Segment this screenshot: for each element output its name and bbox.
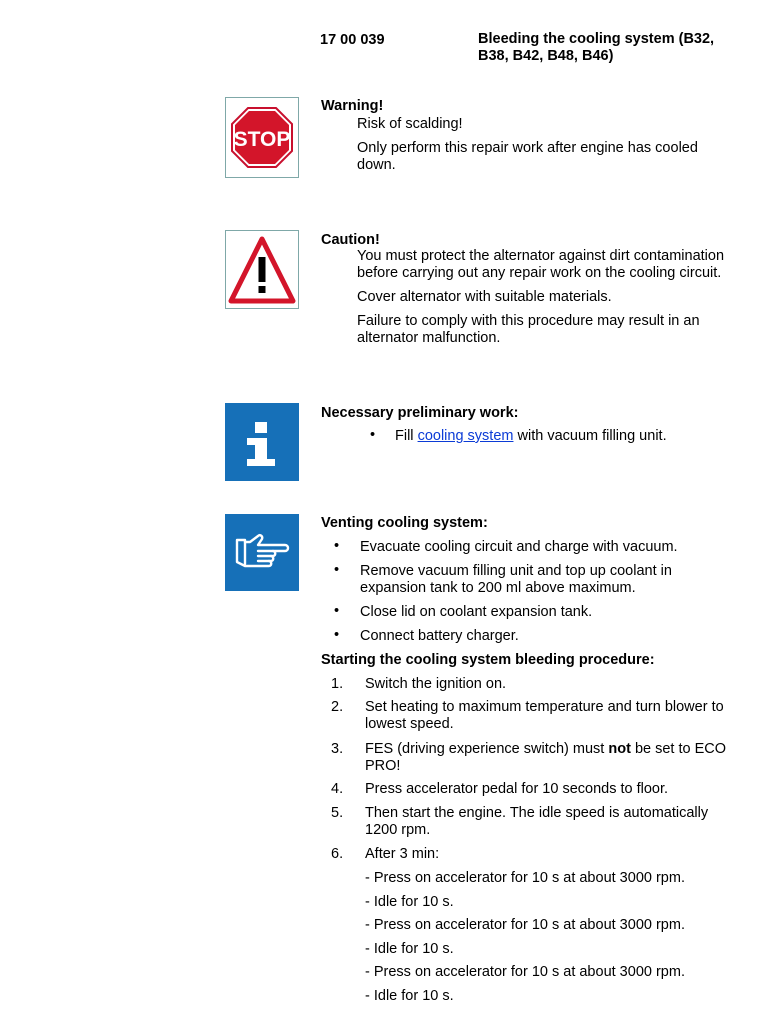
step-number: 6.	[331, 846, 344, 862]
step-text: Set heating to maximum temperature and turn blower to lowest speed.	[365, 699, 724, 732]
caution-line: Failure to comply with this procedure may result in an alternator malfunction.	[357, 313, 700, 346]
step-text: Press accelerator pedal for 10 seconds to floor.	[365, 781, 669, 797]
venting-item: Close lid on coolant expansion tank.	[360, 604, 593, 620]
step-number: 1.	[331, 676, 344, 692]
information-icon	[225, 403, 299, 481]
step-text: After 3 min:	[365, 846, 440, 862]
step-number: 3.	[331, 741, 344, 757]
warning-heading: Warning!	[321, 98, 384, 114]
substep-text: - Idle for 10 s.	[365, 941, 454, 957]
step-text-before: FES (driving experience switch) must	[365, 741, 605, 757]
document-number: 17 00 039	[320, 32, 385, 48]
bullet-icon: •	[334, 562, 340, 578]
document-title: Bleeding the cooling system (B32, B38, B42, B48, B46)	[478, 31, 715, 64]
stop-sign-icon	[225, 97, 299, 178]
step-text: Switch the ignition on.	[365, 676, 507, 692]
bullet-icon: •	[334, 603, 340, 619]
bullet-icon: •	[334, 538, 340, 554]
pointing-hand-icon	[225, 514, 299, 591]
preliminary-item-suffix: with vacuum filling unit.	[517, 428, 667, 444]
substep-text: - Idle for 10 s.	[365, 988, 454, 1004]
caution-triangle-icon	[225, 230, 299, 309]
caution-line: You must protect the alternator against dirt contamination before carrying out any repair work on the cooling circuit.	[357, 248, 725, 281]
step-text-after: be set to ECO PRO!	[365, 741, 727, 774]
bullet-icon: •	[370, 427, 376, 443]
caution-line: Cover alternator with suitable materials.	[357, 289, 612, 305]
step-number: 2.	[331, 699, 344, 715]
preliminary-item	[395, 428, 667, 444]
warning-line: Only perform this repair work after engine has cooled down.	[357, 140, 698, 173]
substep-text: - Press on accelerator for 10 s at about 3000 rpm.	[365, 870, 685, 886]
warning-line: Risk of scalding!	[357, 116, 463, 132]
bullet-icon: •	[334, 627, 340, 643]
preliminary-heading: Necessary preliminary work:	[321, 405, 519, 421]
stop-sign-text: STOP	[233, 128, 291, 151]
preliminary-item-prefix: Fill	[395, 428, 414, 444]
step-text	[365, 741, 750, 774]
substep-text: - Press on accelerator for 10 s at about 3000 rpm.	[365, 964, 685, 980]
step-text-emphasis: not	[608, 741, 631, 757]
procedure-heading: Starting the cooling system bleeding procedure:	[321, 652, 655, 668]
step-text: Then start the engine. The idle speed is automatically 1200 rpm.	[365, 805, 709, 838]
substep-text: - Idle for 10 s.	[365, 894, 454, 910]
venting-item: Evacuate cooling circuit and charge with vacuum.	[360, 539, 678, 555]
caution-heading: Caution!	[321, 232, 380, 248]
venting-heading: Venting cooling system:	[321, 515, 488, 531]
cooling-system-link[interactable]: cooling system	[417, 428, 514, 444]
step-number: 5.	[331, 805, 344, 821]
venting-item: Connect battery charger.	[360, 628, 519, 644]
substep-text: - Press on accelerator for 10 s at about 3000 rpm.	[365, 917, 685, 933]
step-number: 4.	[331, 781, 344, 797]
venting-item: Remove vacuum filling unit and top up coolant in expansion tank to 200 ml above maximum.	[360, 563, 672, 596]
